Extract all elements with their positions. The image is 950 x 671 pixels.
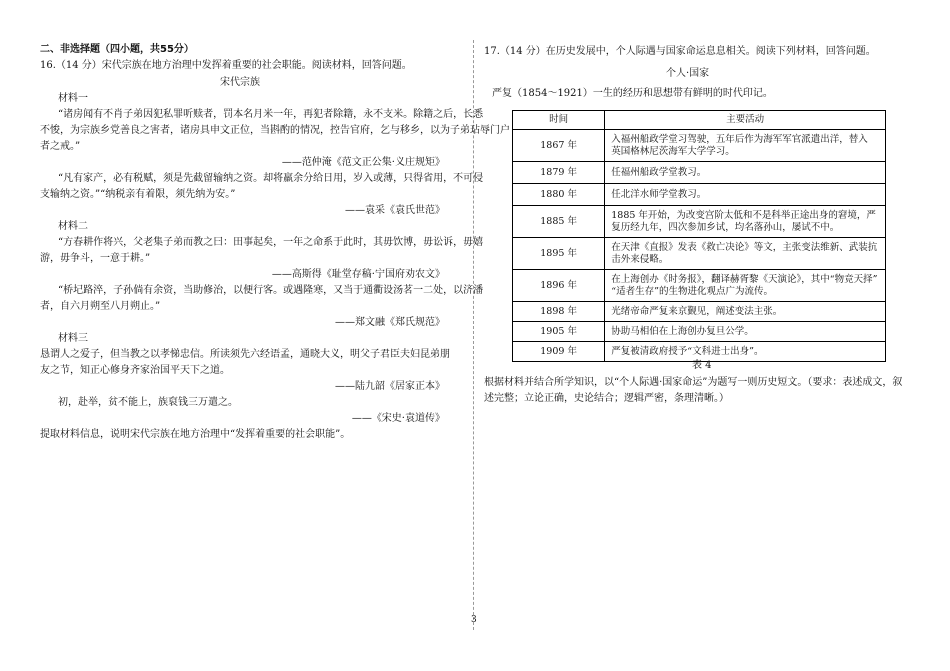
table-header-row <box>513 111 886 130</box>
table-row <box>513 206 886 238</box>
table-row <box>513 238 886 270</box>
material-3-label: 材料三 <box>58 333 88 344</box>
row-activity: 在上海创办《时务报》，翻译赫胥黎《天演论》，其中“物竞天择” “适者生存”的生物进化观点广为流传。 <box>605 270 886 302</box>
q16-subtitle: 宋代宗族 <box>220 77 260 88</box>
row-activity: 1885 年开始，为改变宫阶太低和不是科举正途出身的窘境，严 复历经九年，四次参加乡试，均名落孙山，屡试不中。 <box>605 206 886 238</box>
row-year: 1896 年 <box>513 270 605 302</box>
table-row <box>513 302 886 322</box>
row-activity: 严复被清政府授予“文科进士出身”。 <box>605 342 886 362</box>
m2-source-1: ——高斯得《耻堂存稿·宁国府劝农文》 <box>271 269 445 280</box>
row-year: 1867 年 <box>513 130 605 162</box>
row-activity: 光绪帝命严复来京觐见，阐述变法主张。 <box>605 302 886 322</box>
table-caption: 表 4 <box>692 360 712 371</box>
row-year: 1898 年 <box>513 302 605 322</box>
m2-p2-line1: “桥圮路淬，子孙倘有余资，当助修治，以便行客。或遇隆寒，又当于通衢设汤茗一二处，以济潘 <box>58 285 484 296</box>
row-activity: 任福州船政学堂教习。 <box>605 162 886 184</box>
q16-stem: 16.（14 分）宋代宗族在地方治理中发挥着重要的社会职能。阅读材料，回答问题。 <box>40 60 412 71</box>
m1-source-1: ——范仲淹《范文正公集·义庄规矩》 <box>281 157 445 168</box>
row-year: 1905 年 <box>513 322 605 342</box>
m3-p2: 初，赴举，贫不能上，族裒钱三万遣之。 <box>58 397 238 408</box>
row-year: 1879 年 <box>513 162 605 184</box>
q17-subtitle: 个人·国家 <box>666 68 710 79</box>
row-year: 1895 年 <box>513 238 605 270</box>
m1-source-2: ——袁采《袁氏世范》 <box>345 205 445 216</box>
table-row <box>513 184 886 206</box>
row-activity: 协助马相伯在上海创办复旦公学。 <box>605 322 886 342</box>
row-activity: 任北洋水师学堂教习。 <box>605 184 886 206</box>
m3-p1-line1: 恳谓人之爱子，但当教之以孝悌忠信。所读须先六经语孟，通晓大义，明父子君臣夫妇昆弟朋 <box>40 349 450 360</box>
m3-source-1: ——陆九韶《居家正本》 <box>335 381 445 392</box>
row-year: 1909 年 <box>513 342 605 362</box>
m3-p1-line2: 友之节，知正心修身齐家治国平天下之道。 <box>40 365 230 376</box>
page-number: 3 <box>471 615 477 625</box>
section-title: 二、非选择题（四小题，共55分） <box>40 44 194 55</box>
m1-p2-line2: 支输纳之资。”“纳税亲有着限，须先纳为安。” <box>40 189 236 200</box>
m1-p1-line1: “诸房闻有不肖子弟因犯私罪听赎者，罚本名月米一年，再犯者除籍，永不支米。除籍之后，长悉 <box>58 109 484 120</box>
m1-p2-line1: “凡有家产，必有税赋，须是先截留输纳之资。却将羸余分给日用，岁入或薄，只得省用，不可侵 <box>58 173 484 184</box>
yanfu-table <box>512 110 886 362</box>
row-activity: 入福州船政学堂习驾驶，五年后作为海军军官派遣出洋，替入 英国格林尼茨海军大学学习。 <box>605 130 886 162</box>
table-row <box>513 342 886 362</box>
table-row <box>513 270 886 302</box>
q17-stem: 17.（14 分）在历史发展中，个人际遇与国家命运息息相关。阅读下列材料，回答问题。 <box>484 46 876 57</box>
m2-p2-line2: 者，自六月朔至八月朔止。” <box>40 301 161 312</box>
row-year: 1880 年 <box>513 184 605 206</box>
header-time: 时间 <box>513 111 605 130</box>
q17-task-line1: 根据材料并结合所学知识，以“个人际遇·国家命运”为题写一则历史短文。（要求：表述成文，叙 <box>484 377 903 388</box>
q17-intro: 严复（1854～1921）一生的经历和思想带有鲜明的时代印记。 <box>492 88 773 99</box>
m2-p1-line1: “方春耕作将兴，父老集子弟而教之曰：田事起矣，一年之命系于此时，其毋饮博，毋讼诉，毋嬉 <box>58 237 484 248</box>
m1-p1-line3: 者之戒。” <box>40 141 81 152</box>
q16-question: 提取材料信息，说明宋代宗族在地方治理中“发挥着重要的社会职能”。 <box>40 429 351 440</box>
m2-source-2: ——郑文融《郑氏规范》 <box>335 317 445 328</box>
q17-task-line2: 述完整；立论正确，史论结合；逻辑严密，条理清晰。） <box>484 393 729 404</box>
row-year: 1885 年 <box>513 206 605 238</box>
table-row <box>513 130 886 162</box>
table-row <box>513 162 886 184</box>
table-row <box>513 322 886 342</box>
material-2-label: 材料二 <box>58 221 88 232</box>
m2-p1-line2: 游，毋争斗，一意于耕。” <box>40 253 151 264</box>
material-1-label: 材料一 <box>58 93 88 104</box>
m1-p1-line2: 不悛，为宗族乡党善良之害者，诸房具申文正位，当斟酌的情况，控告官府，乞与移乡，以为子弟玷辱门户 <box>40 125 510 136</box>
header-activity: 主要活动 <box>605 111 886 130</box>
m3-source-2: ——《宋史·袁道传》 <box>351 413 445 424</box>
row-activity: 在天津《直报》发表《救亡决论》等文，主张变法维新、武装抗 击外来侵略。 <box>605 238 886 270</box>
